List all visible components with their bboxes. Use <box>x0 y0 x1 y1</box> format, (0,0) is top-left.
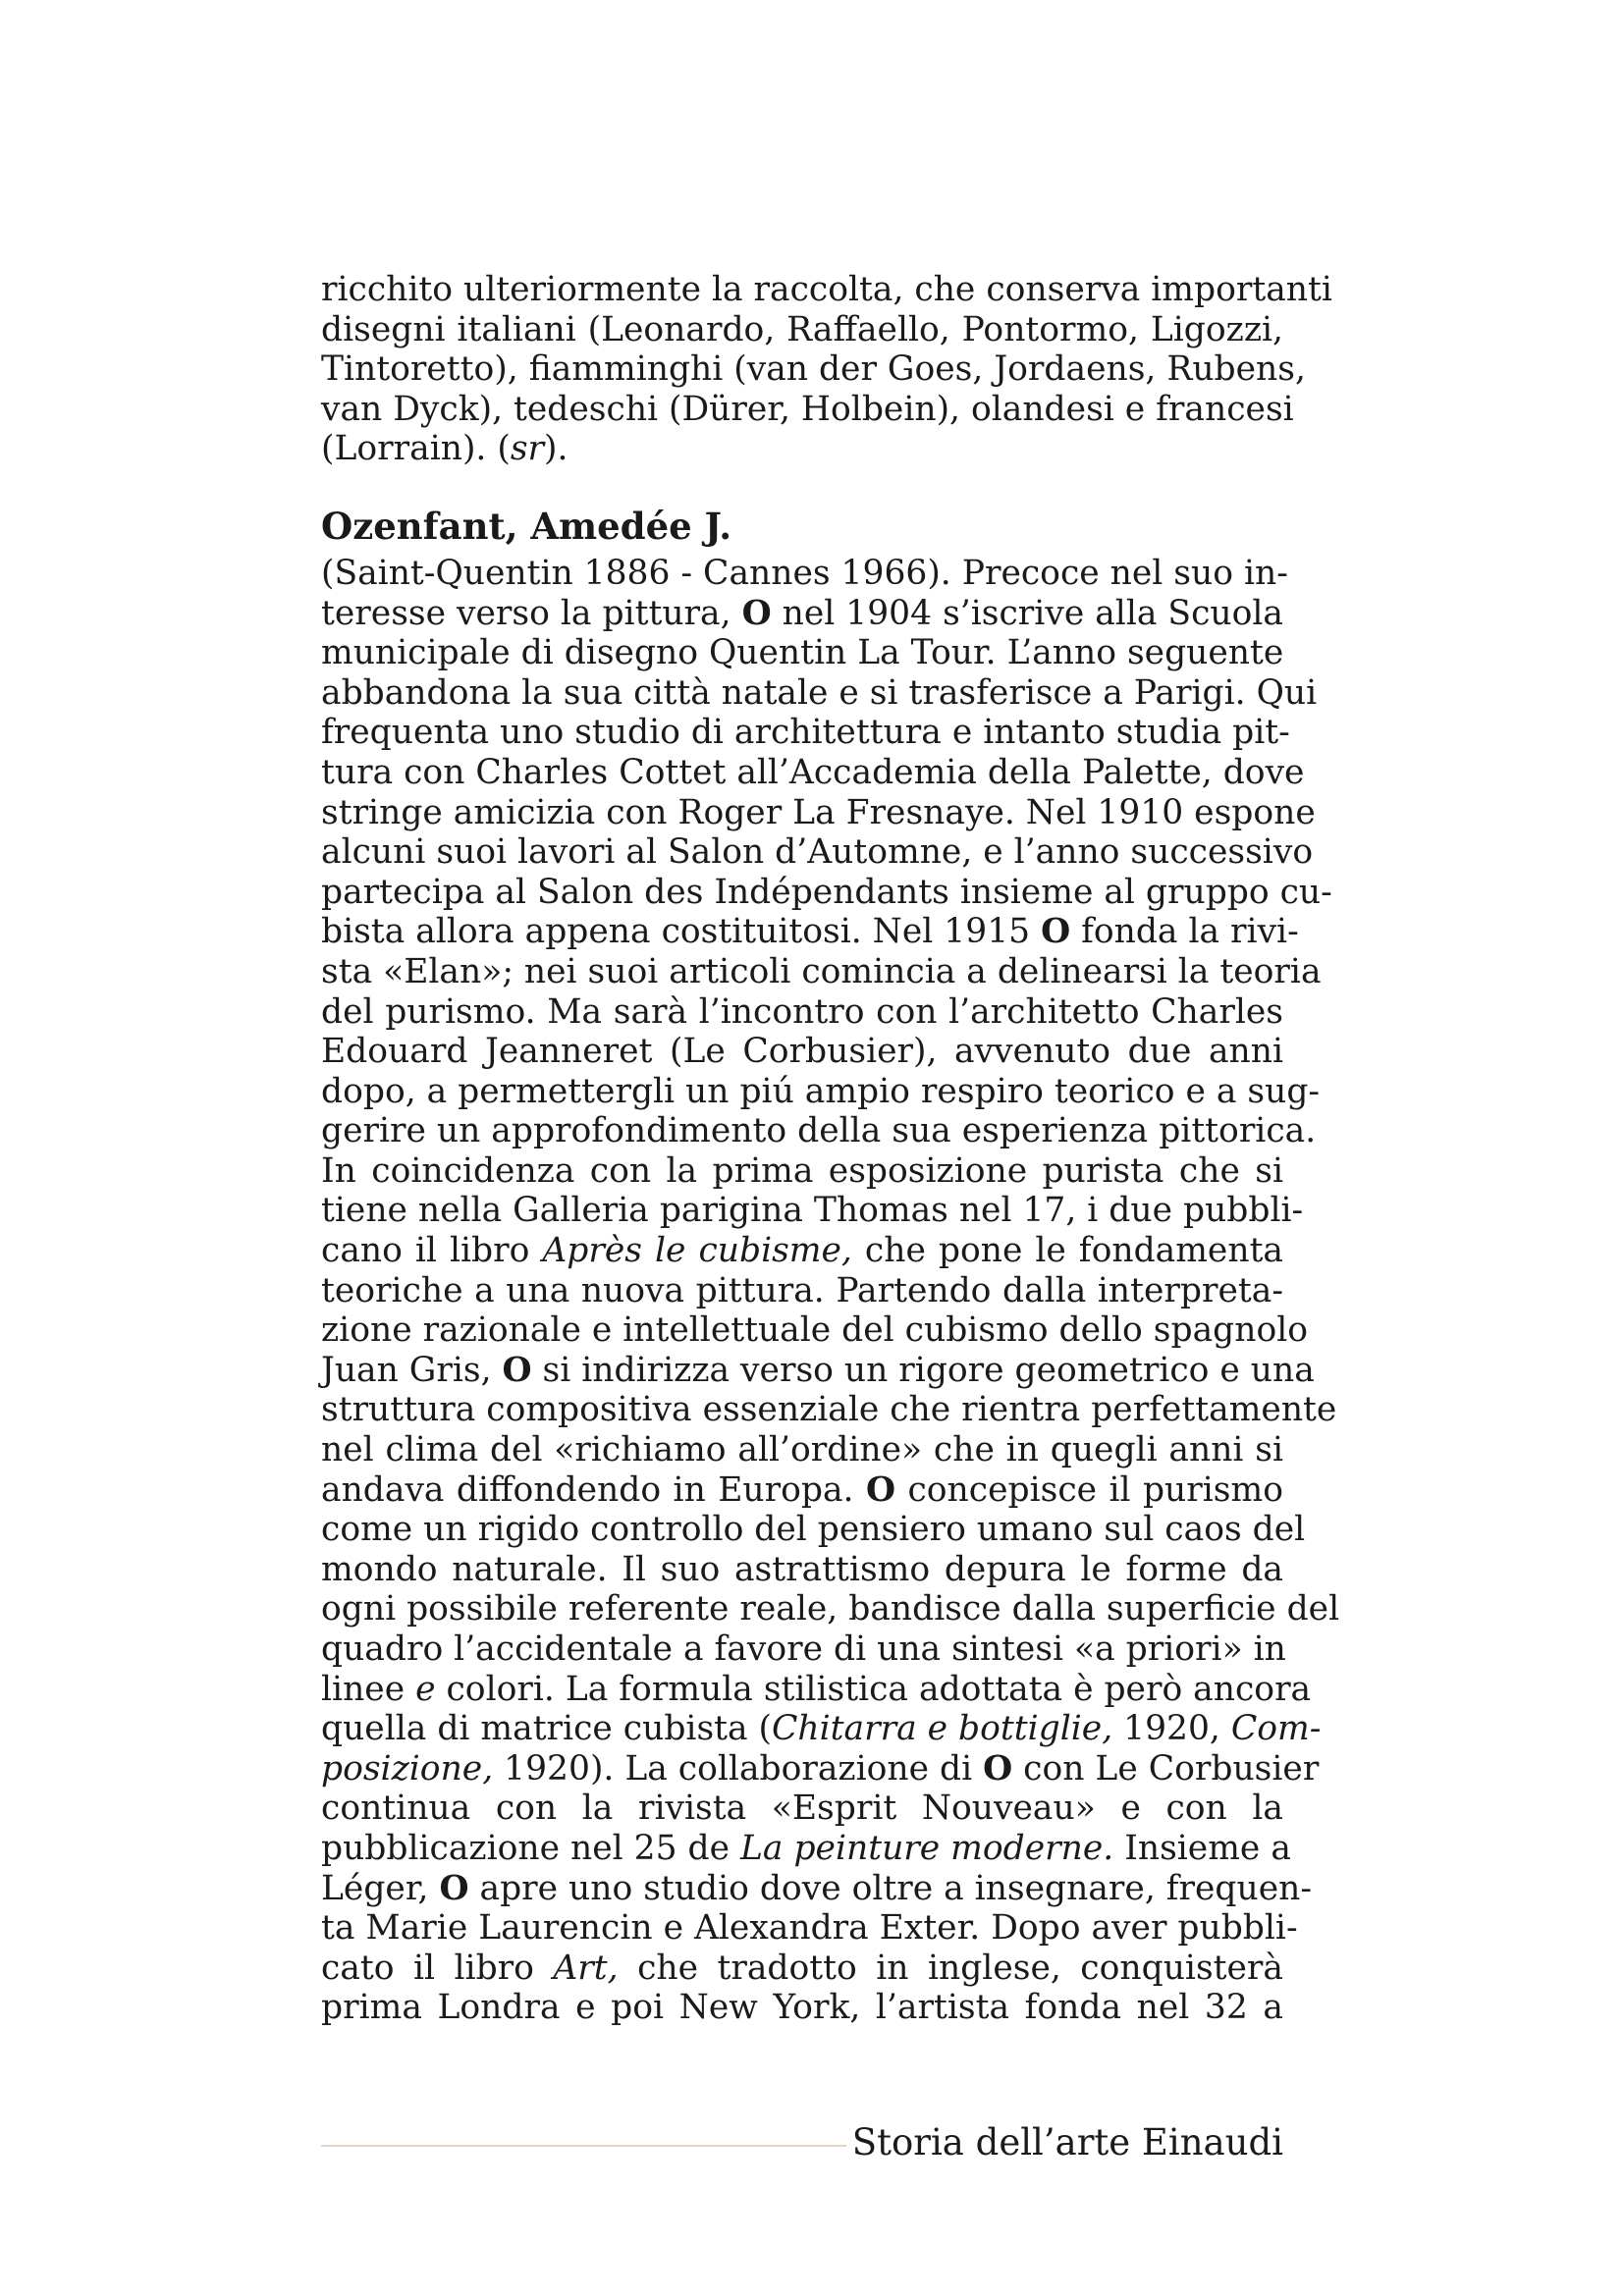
continuation-line: disegni italiani (Leonardo, Raffaello, Pontormo, Ligozzi, <box>321 309 1283 349</box>
entry-text: struttura compositiva essenziale che rientra perfettamente <box>321 1390 1337 1430</box>
entry-line <box>321 1988 1283 2028</box>
entry-text: bista allora appena costituitosi. Nel 1915 <box>321 912 1042 952</box>
entry-line <box>321 1789 1283 1829</box>
entry-marker: O <box>502 1350 532 1390</box>
italic-title: Art, <box>553 1948 619 1988</box>
entry-text: abbandona la sua città natale e si trasferisce a Parigi. Qui <box>321 672 1318 713</box>
entry-text: nel clima del «richiamo all’ordine» che in quegli anni si <box>321 1430 1283 1470</box>
entry-marker: O <box>1041 912 1071 952</box>
entry-text: linee <box>321 1669 416 1709</box>
entry-text: 1920, <box>1112 1709 1231 1749</box>
entry-line <box>321 1032 1283 1072</box>
continuation-line: van Dyck), tedeschi (Dürer, Holbein), olandesi e francesi <box>321 389 1294 429</box>
entry-line <box>321 553 1288 594</box>
entry-text: ta Marie Laurencin e Alexandra Exter. Dopo aver pubbli- <box>321 1908 1298 1949</box>
entry-line <box>321 1709 1322 1749</box>
entry-text: municipale di disegno Quentin La Tour. L’anno seguente <box>321 633 1284 673</box>
entry-line <box>321 1151 1283 1192</box>
entry-text: andava diffondendo in Europa. <box>321 1469 866 1510</box>
entry-line <box>321 1350 1315 1391</box>
entry-line <box>321 1748 1320 1789</box>
entry-text: quadro l’accidentale a favore di una sintesi «a priori» in <box>321 1629 1286 1669</box>
footer-publisher: Storia dell’arte Einaudi <box>851 2121 1283 2163</box>
entry-text: teoriche a una nuova pittura. Partendo dalla interpreta- <box>321 1270 1283 1310</box>
entry-line <box>321 1589 1340 1629</box>
entry-text: concepisce il purismo <box>895 1469 1283 1510</box>
entry-line <box>321 1550 1283 1590</box>
entry-marker: O <box>439 1868 469 1908</box>
entry-text: 1920). La collaborazione di <box>493 1748 984 1789</box>
entry-text: nel 1904 s’iscrive alla Scuola <box>771 593 1283 633</box>
italic-title: La peinture moderne. <box>740 1828 1114 1868</box>
italic-title: Chitarra e bottiglie, <box>772 1709 1113 1749</box>
text-column <box>321 270 1340 2028</box>
italic-title: posizione, <box>321 1748 494 1789</box>
continuation-last-end: ). <box>544 429 568 469</box>
entry-text: apre uno studio dove oltre a insegnare, frequen- <box>468 1868 1313 1908</box>
entry-text: tiene nella Galleria parigina Thomas nel 17, i due pubbli- <box>321 1191 1304 1231</box>
entry-line <box>321 752 1305 793</box>
entry-text: si indirizza verso un rigore geometrico e una <box>531 1350 1315 1390</box>
entry-line <box>321 1191 1304 1231</box>
entry-line <box>321 1629 1286 1670</box>
italic-title: Com- <box>1230 1709 1322 1749</box>
entry-text: che tradotto in inglese, conquisterà <box>618 1948 1283 1988</box>
entry-text: gerire un approfondimento della sua esperienza pittorica. <box>321 1111 1317 1151</box>
entry-text: fonda la rivi- <box>1070 912 1299 952</box>
entry-line <box>321 633 1283 673</box>
entry-line <box>321 1231 1283 1271</box>
entry-text: frequenta uno studio di architettura e intanto studia pit- <box>321 713 1290 753</box>
entry-text: come un rigido controllo del pensiero umano sul caos del <box>321 1510 1306 1550</box>
entry-text: con Le Corbusier <box>1012 1748 1320 1789</box>
entry-text: pubblicazione nel 25 de <box>321 1828 740 1868</box>
entry-text: (Saint-Quentin 1886 - Cannes 1966). Precoce nel suo in- <box>321 553 1288 593</box>
italic-title: e <box>415 1669 436 1709</box>
entry-text: sta «Elan»; nei suoi articoli comincia a delinearsi la teoria <box>321 951 1322 991</box>
entry-text: colori. La formula stilistica adottata è però ancora <box>435 1669 1312 1709</box>
entry-text: quella di matrice cubista ( <box>321 1709 773 1749</box>
entry-line <box>321 1390 1337 1430</box>
entry-text: prima Londra e poi New York, l’artista fonda nel 32 a <box>321 1988 1283 2028</box>
entry-text: stringe amicizia con Roger La Fresnaye. Nel 1910 espone <box>321 792 1316 832</box>
entry-line <box>321 992 1283 1033</box>
entry-line <box>321 872 1332 913</box>
entry-text: ogni possibile referente reale, bandisce dalla superficie del <box>321 1589 1340 1629</box>
entry-text: Edouard Jeanneret (Le Corbusier), avvenuto due anni <box>321 1032 1283 1072</box>
entry-marker: O <box>865 1469 896 1510</box>
continuation-last-line <box>321 429 1283 469</box>
entry-text: alcuni suoi lavori al Salon d’Automne, e l’anno successivo <box>321 832 1314 873</box>
entry-text: che pone le fondamenta <box>851 1231 1284 1271</box>
entry-text: Juan Gris, <box>321 1350 503 1390</box>
entry-line <box>321 951 1322 992</box>
entry-line <box>321 792 1316 833</box>
entry-line <box>321 1828 1291 1869</box>
entry-text: tura con Charles Cottet all’Accademia della Palette, dove <box>321 752 1305 792</box>
entry-text: cano il libro <box>321 1231 543 1271</box>
entry-text: del purismo. Ma sarà l’incontro con l’architetto Charles <box>321 991 1283 1032</box>
entry-body <box>321 553 1340 2028</box>
entry-line <box>321 832 1314 873</box>
entry-line <box>321 1510 1306 1550</box>
entry-line <box>321 1868 1313 1909</box>
entry-line <box>321 1111 1317 1151</box>
entry-text: cato il libro <box>321 1948 554 1988</box>
entry-line <box>321 1669 1312 1710</box>
entry-line <box>321 713 1290 753</box>
continuation-last-text: (Lorrain). ( <box>321 429 511 469</box>
entry-line <box>321 672 1318 714</box>
entry-line <box>321 1271 1283 1311</box>
author-initials: sr <box>510 429 545 469</box>
entry-line <box>321 1071 1321 1112</box>
italic-title: Après le cubisme, <box>542 1231 852 1271</box>
entry-line <box>321 1908 1298 1949</box>
entry-text: Insieme a <box>1113 1828 1291 1868</box>
entry-line <box>321 912 1299 952</box>
entry-text: In coincidenza con la prima esposizione purista che si <box>321 1150 1283 1191</box>
footer-rule <box>321 2145 846 2147</box>
entry-text: dopo, a permettergli un piú ampio respiro teorico e a sug- <box>321 1071 1321 1111</box>
entry-text: continua con la rivista «Esprit Nouveau» e con la <box>321 1789 1283 1829</box>
continuation-paragraph <box>321 270 1332 469</box>
entry-text: teresse verso la pittura, <box>321 593 742 633</box>
entry-marker: O <box>983 1748 1013 1789</box>
entry-marker: O <box>741 593 772 633</box>
entry-line <box>321 1949 1283 1989</box>
entry-text: zione razionale e intellettuale del cubismo dello spagnolo <box>321 1310 1309 1351</box>
entry-title: Ozenfant, Amedée J. <box>321 504 732 548</box>
continuation-line: ricchito ulteriormente la raccolta, che conserva importanti <box>321 270 1332 309</box>
entry-line <box>321 1310 1309 1351</box>
entry-text: Léger, <box>321 1868 440 1908</box>
continuation-line: Tintoretto), fiamminghi (van der Goes, Jordaens, Rubens, <box>321 349 1306 390</box>
entry-line <box>321 594 1283 634</box>
entry-text: mondo naturale. Il suo astrattismo depura le forme da <box>321 1549 1283 1589</box>
entry-line <box>321 1430 1283 1470</box>
entry-text: partecipa al Salon des Indépendants insieme al gruppo cu- <box>321 872 1332 912</box>
entry-line <box>321 1470 1283 1511</box>
